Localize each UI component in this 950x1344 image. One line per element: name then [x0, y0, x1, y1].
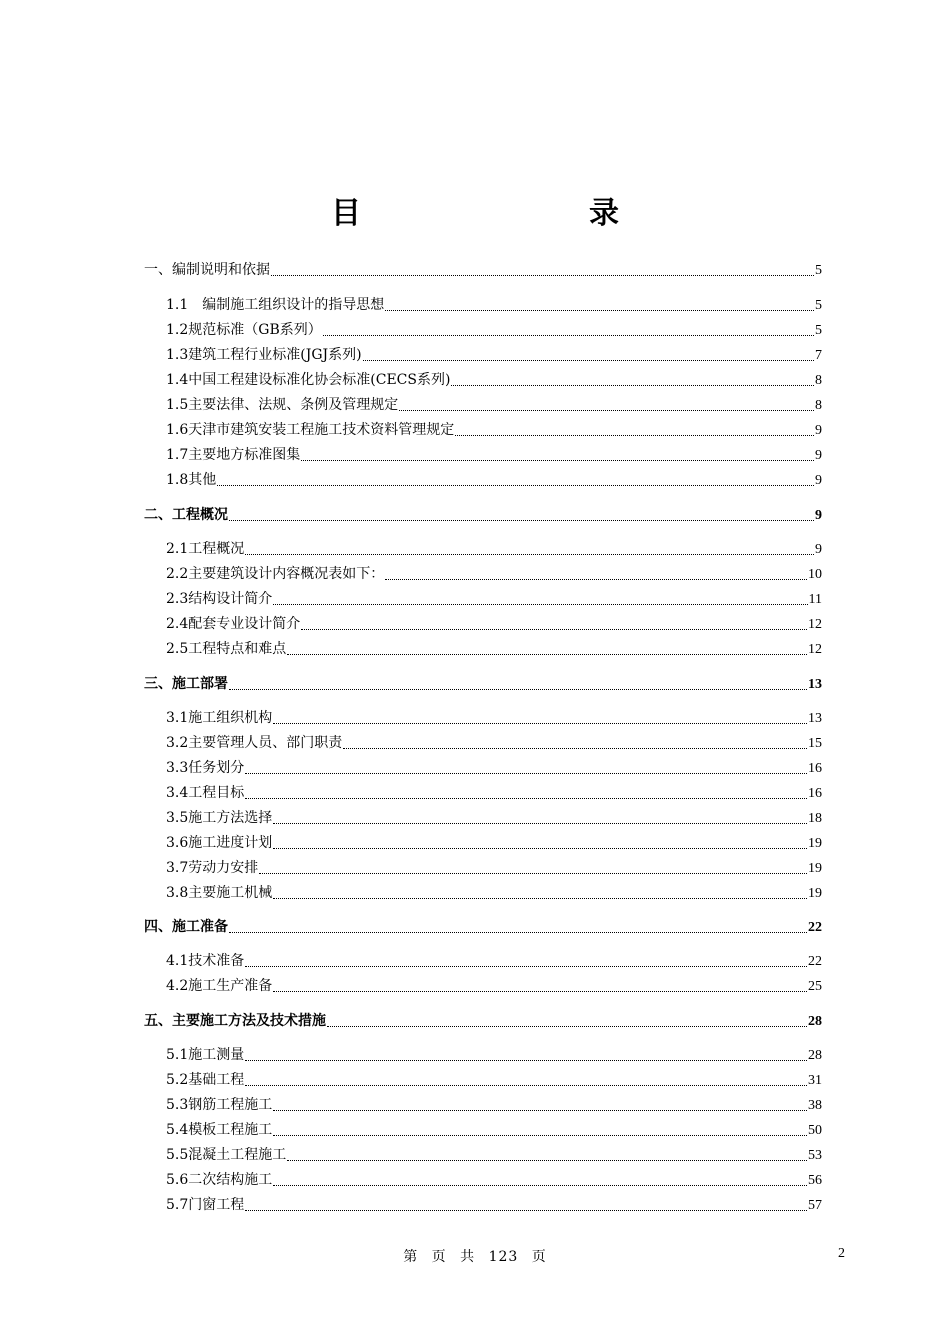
- toc-section[interactable]: [166, 859, 822, 878]
- dot-leader: [451, 384, 814, 386]
- dot-leader: [273, 603, 807, 605]
- dot-leader: [343, 747, 807, 749]
- toc-entry-label: 四、施工准备: [144, 919, 228, 935]
- toc-entry-page: 16: [808, 786, 822, 801]
- dot-leader: [229, 931, 807, 933]
- dot-leader: [273, 897, 807, 899]
- toc-chapter[interactable]: [144, 918, 822, 937]
- toc-section[interactable]: [166, 321, 822, 340]
- toc-section[interactable]: [166, 1121, 822, 1140]
- toc-entry-page: 9: [815, 448, 822, 463]
- toc-entry-page: 8: [815, 373, 822, 388]
- toc-entry-label: 三、施工部署: [144, 676, 228, 692]
- toc-entry-page: 57: [808, 1198, 822, 1213]
- dot-leader: [245, 1084, 807, 1086]
- toc-entry-page: 11: [808, 592, 822, 607]
- dot-leader: [273, 722, 807, 724]
- toc-section[interactable]: [166, 734, 822, 753]
- toc-entry-page: 31: [808, 1073, 822, 1088]
- toc-section[interactable]: [166, 640, 822, 659]
- dot-leader: [273, 1134, 807, 1136]
- toc-entry-page: 10: [808, 567, 822, 582]
- toc-entry-label: 3.6施工进度计划: [166, 835, 273, 851]
- dot-leader: [245, 1209, 807, 1211]
- toc-section[interactable]: [166, 590, 822, 609]
- toc-entry-label: 1.2规范标准（GB系列）: [166, 322, 322, 338]
- toc-entry-label: 3.4工程目标: [166, 785, 245, 801]
- toc-section[interactable]: [166, 1196, 822, 1215]
- toc-section[interactable]: [166, 471, 822, 490]
- dot-leader: [273, 990, 807, 992]
- footer-total: 123: [488, 1249, 519, 1265]
- toc-entry-label: 2.1工程概况: [166, 541, 245, 557]
- dot-leader: [245, 772, 807, 774]
- toc-section[interactable]: [166, 977, 822, 996]
- toc-entry-label: 5.3钢筋工程施工: [166, 1097, 273, 1113]
- toc-entry-page: 9: [815, 423, 822, 438]
- dot-leader: [229, 519, 814, 521]
- toc-section[interactable]: [166, 884, 822, 903]
- toc-entry-page: 5: [815, 263, 822, 278]
- toc-entry-page: 8: [815, 398, 822, 413]
- dot-leader: [245, 965, 807, 967]
- dot-leader: [273, 847, 807, 849]
- footer-page-word: 页: [431, 1249, 447, 1265]
- toc-entry-label: 一、编制说明和依据: [144, 262, 270, 278]
- toc-entry-label: 2.5工程特点和难点: [166, 641, 287, 657]
- dot-leader: [245, 553, 814, 555]
- toc-entry-page: 15: [808, 736, 822, 751]
- dot-leader: [301, 459, 814, 461]
- toc-entry-page: 13: [808, 677, 822, 692]
- toc-entry-page: 22: [808, 920, 822, 935]
- document-title: 目 录: [331, 196, 675, 231]
- dot-leader: [287, 1159, 807, 1161]
- dot-leader: [259, 872, 807, 874]
- toc-entry-page: 9: [815, 508, 822, 523]
- dot-leader: [271, 274, 814, 276]
- toc-entry-page: 9: [815, 542, 822, 557]
- toc-entry-label: 1.7主要地方标准图集: [166, 447, 301, 463]
- toc-chapter[interactable]: [144, 1012, 822, 1031]
- toc-entry-label: 5.5混凝土工程施工: [166, 1147, 287, 1163]
- dot-leader: [245, 797, 807, 799]
- toc-entry-label: 1.6天津市建筑安装工程施工技术资料管理规定: [166, 422, 455, 438]
- toc-chapter[interactable]: [144, 261, 822, 280]
- toc-entry-page: 19: [808, 836, 822, 851]
- toc-entry-page: 19: [808, 886, 822, 901]
- dot-leader: [217, 484, 814, 486]
- toc-entry-label: 3.1施工组织机构: [166, 710, 273, 726]
- toc-section[interactable]: [166, 1071, 822, 1090]
- toc-entry-page: 9: [815, 473, 822, 488]
- toc-section[interactable]: [166, 1096, 822, 1115]
- toc-entry-label: 5.4模板工程施工: [166, 1122, 273, 1138]
- toc-entry-label: 3.3任务划分: [166, 760, 245, 776]
- toc-entry-label: 1.4中国工程建设标准化协会标准(CECS系列): [166, 372, 451, 388]
- toc-entry-page: 12: [808, 642, 822, 657]
- toc-entry-label: 5.7门窗工程: [166, 1197, 245, 1213]
- dot-leader: [273, 1184, 807, 1186]
- toc-section[interactable]: [166, 1046, 822, 1065]
- toc-chapter[interactable]: [144, 675, 822, 694]
- dot-leader: [385, 309, 814, 311]
- dot-leader: [301, 628, 807, 630]
- page-footer: [0, 1246, 950, 1266]
- toc-entry-label: 1.5主要法律、法规、条例及管理规定: [166, 397, 399, 413]
- toc-entry-page: 50: [808, 1123, 822, 1138]
- toc-section[interactable]: [166, 346, 822, 365]
- toc-section[interactable]: [166, 952, 822, 971]
- toc-entry-label: 1.3建筑工程行业标准(JGJ系列): [166, 347, 362, 363]
- toc-entry-page: 25: [808, 979, 822, 994]
- toc-entry-label: 二、工程概况: [144, 507, 228, 523]
- dot-leader: [245, 1059, 807, 1061]
- footer-prefix: 第: [403, 1249, 419, 1265]
- toc-section[interactable]: [166, 1146, 822, 1165]
- toc-entry-page: 7: [815, 348, 822, 363]
- toc-entry-label: 4.2施工生产准备: [166, 978, 273, 994]
- toc-entry-label: 3.5施工方法选择: [166, 810, 273, 826]
- toc-entry-page: 38: [808, 1098, 822, 1113]
- toc-entry-label: 五、主要施工方法及技术措施: [144, 1013, 326, 1029]
- toc-entry-label: 5.6二次结构施工: [166, 1172, 273, 1188]
- toc-entry-label: 2.2主要建筑设计内容概况表如下：: [166, 566, 385, 582]
- toc-entry-page: 5: [815, 323, 822, 338]
- dot-leader: [399, 409, 814, 411]
- dot-leader: [323, 334, 814, 336]
- toc-entry-page: 16: [808, 761, 822, 776]
- toc-section[interactable]: [166, 709, 822, 728]
- toc-entry-label: 3.2主要管理人员、部门职责: [166, 735, 343, 751]
- toc-section[interactable]: [166, 615, 822, 634]
- toc-section[interactable]: [166, 446, 822, 465]
- toc-entry-page: 53: [808, 1148, 822, 1163]
- toc-section[interactable]: [166, 540, 822, 559]
- page-number: 2: [838, 1246, 845, 1261]
- toc-entry-label: 3.8主要施工机械: [166, 885, 273, 901]
- toc-section[interactable]: [166, 565, 822, 584]
- toc-entry-label: 3.7劳动力安排: [166, 860, 259, 876]
- toc-entry-label: 4.1技术准备: [166, 953, 245, 969]
- toc-section[interactable]: [166, 421, 822, 440]
- footer-total-word: 共: [460, 1249, 476, 1265]
- toc-section[interactable]: [166, 834, 822, 853]
- toc-entry-page: 28: [808, 1048, 822, 1063]
- dot-leader: [455, 434, 814, 436]
- toc-section[interactable]: [166, 396, 822, 415]
- toc-entry-page: 13: [808, 711, 822, 726]
- toc-entry-label: 5.2基础工程: [166, 1072, 245, 1088]
- toc-entry-page: 12: [808, 617, 822, 632]
- toc-section[interactable]: [166, 759, 822, 778]
- toc-chapter[interactable]: [144, 506, 822, 525]
- toc-section[interactable]: [166, 1171, 822, 1190]
- toc-entry-page: 28: [808, 1014, 822, 1029]
- toc-section[interactable]: [166, 809, 822, 828]
- toc-entry-page: 56: [808, 1173, 822, 1188]
- toc-section[interactable]: [166, 371, 822, 390]
- dot-leader: [273, 1109, 807, 1111]
- toc-entry-page: 18: [808, 811, 822, 826]
- toc-entry-label: 5.1施工测量: [166, 1047, 245, 1063]
- toc-entry-label: 1.8其他: [166, 472, 217, 488]
- footer-suffix: 页: [531, 1249, 547, 1265]
- dot-leader: [229, 688, 807, 690]
- toc-entry-label: 1.1 编制施工组织设计的指导思想: [166, 297, 385, 313]
- dot-leader: [273, 822, 807, 824]
- dot-leader: [385, 578, 807, 580]
- dot-leader: [287, 653, 807, 655]
- toc-entry-page: 5: [815, 298, 822, 313]
- toc-entry-page: 22: [808, 954, 822, 969]
- toc-entry-label: 2.3结构设计简介: [166, 591, 273, 607]
- toc-section[interactable]: [166, 784, 822, 803]
- dot-leader: [363, 359, 814, 361]
- dot-leader: [327, 1025, 807, 1027]
- toc-section[interactable]: [166, 296, 822, 315]
- toc-entry-label: 2.4配套专业设计简介: [166, 616, 301, 632]
- toc-entry-page: 19: [808, 861, 822, 876]
